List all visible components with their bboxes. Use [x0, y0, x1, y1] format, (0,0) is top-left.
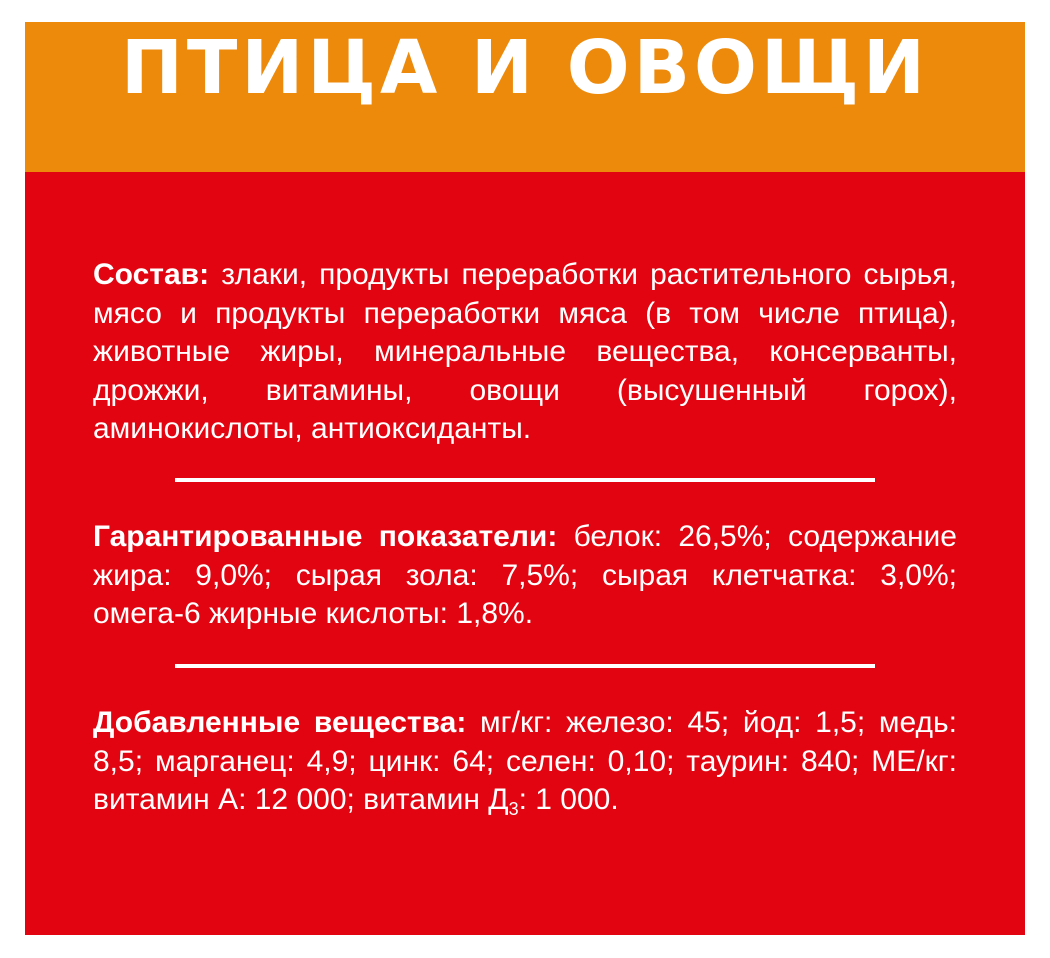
composition-section	[93, 256, 957, 449]
product-info-panel	[25, 22, 1025, 935]
guaranteed-analysis-section	[93, 518, 957, 634]
additives-section	[93, 704, 957, 820]
composition-text: злаки, продукты переработки растительного сырья, мясо и продукты переработки мяса (в том числе птица), животные жиры, минеральные вещества, консерванты, дрожжи, витамины, овощи (высушенный горох), аминокислоты, антиоксиданты.	[93, 258, 957, 445]
additives-label: Добавленные вещества:	[93, 706, 467, 739]
header-banner	[25, 22, 1025, 172]
divider	[175, 664, 875, 668]
additives-text: мг/кг: железо: 45; йод: 1,5; медь: 8,5; марганец: 4,9; цинк: 64; селен: 0,10; таурин: 840; МЕ/кг: витамин А: 12 000; витамин Д	[93, 706, 958, 816]
product-title: ПТИЦА И ОВОЩИ	[121, 25, 929, 111]
guaranteed-text: белок: 26,5%; содержание жира: 9,0%; сырая зола: 7,5%; сырая клетчатка: 3,0%; омега-6 жирные кислоты: 1,8%.	[93, 520, 957, 630]
composition-label: Состав:	[93, 258, 210, 291]
info-body	[25, 172, 1025, 935]
additives-subscript: 3	[508, 799, 519, 819]
guaranteed-label: Гарантированные показатели:	[93, 520, 558, 553]
additives-text-end: : 1 000.	[518, 783, 619, 816]
divider	[175, 478, 875, 482]
